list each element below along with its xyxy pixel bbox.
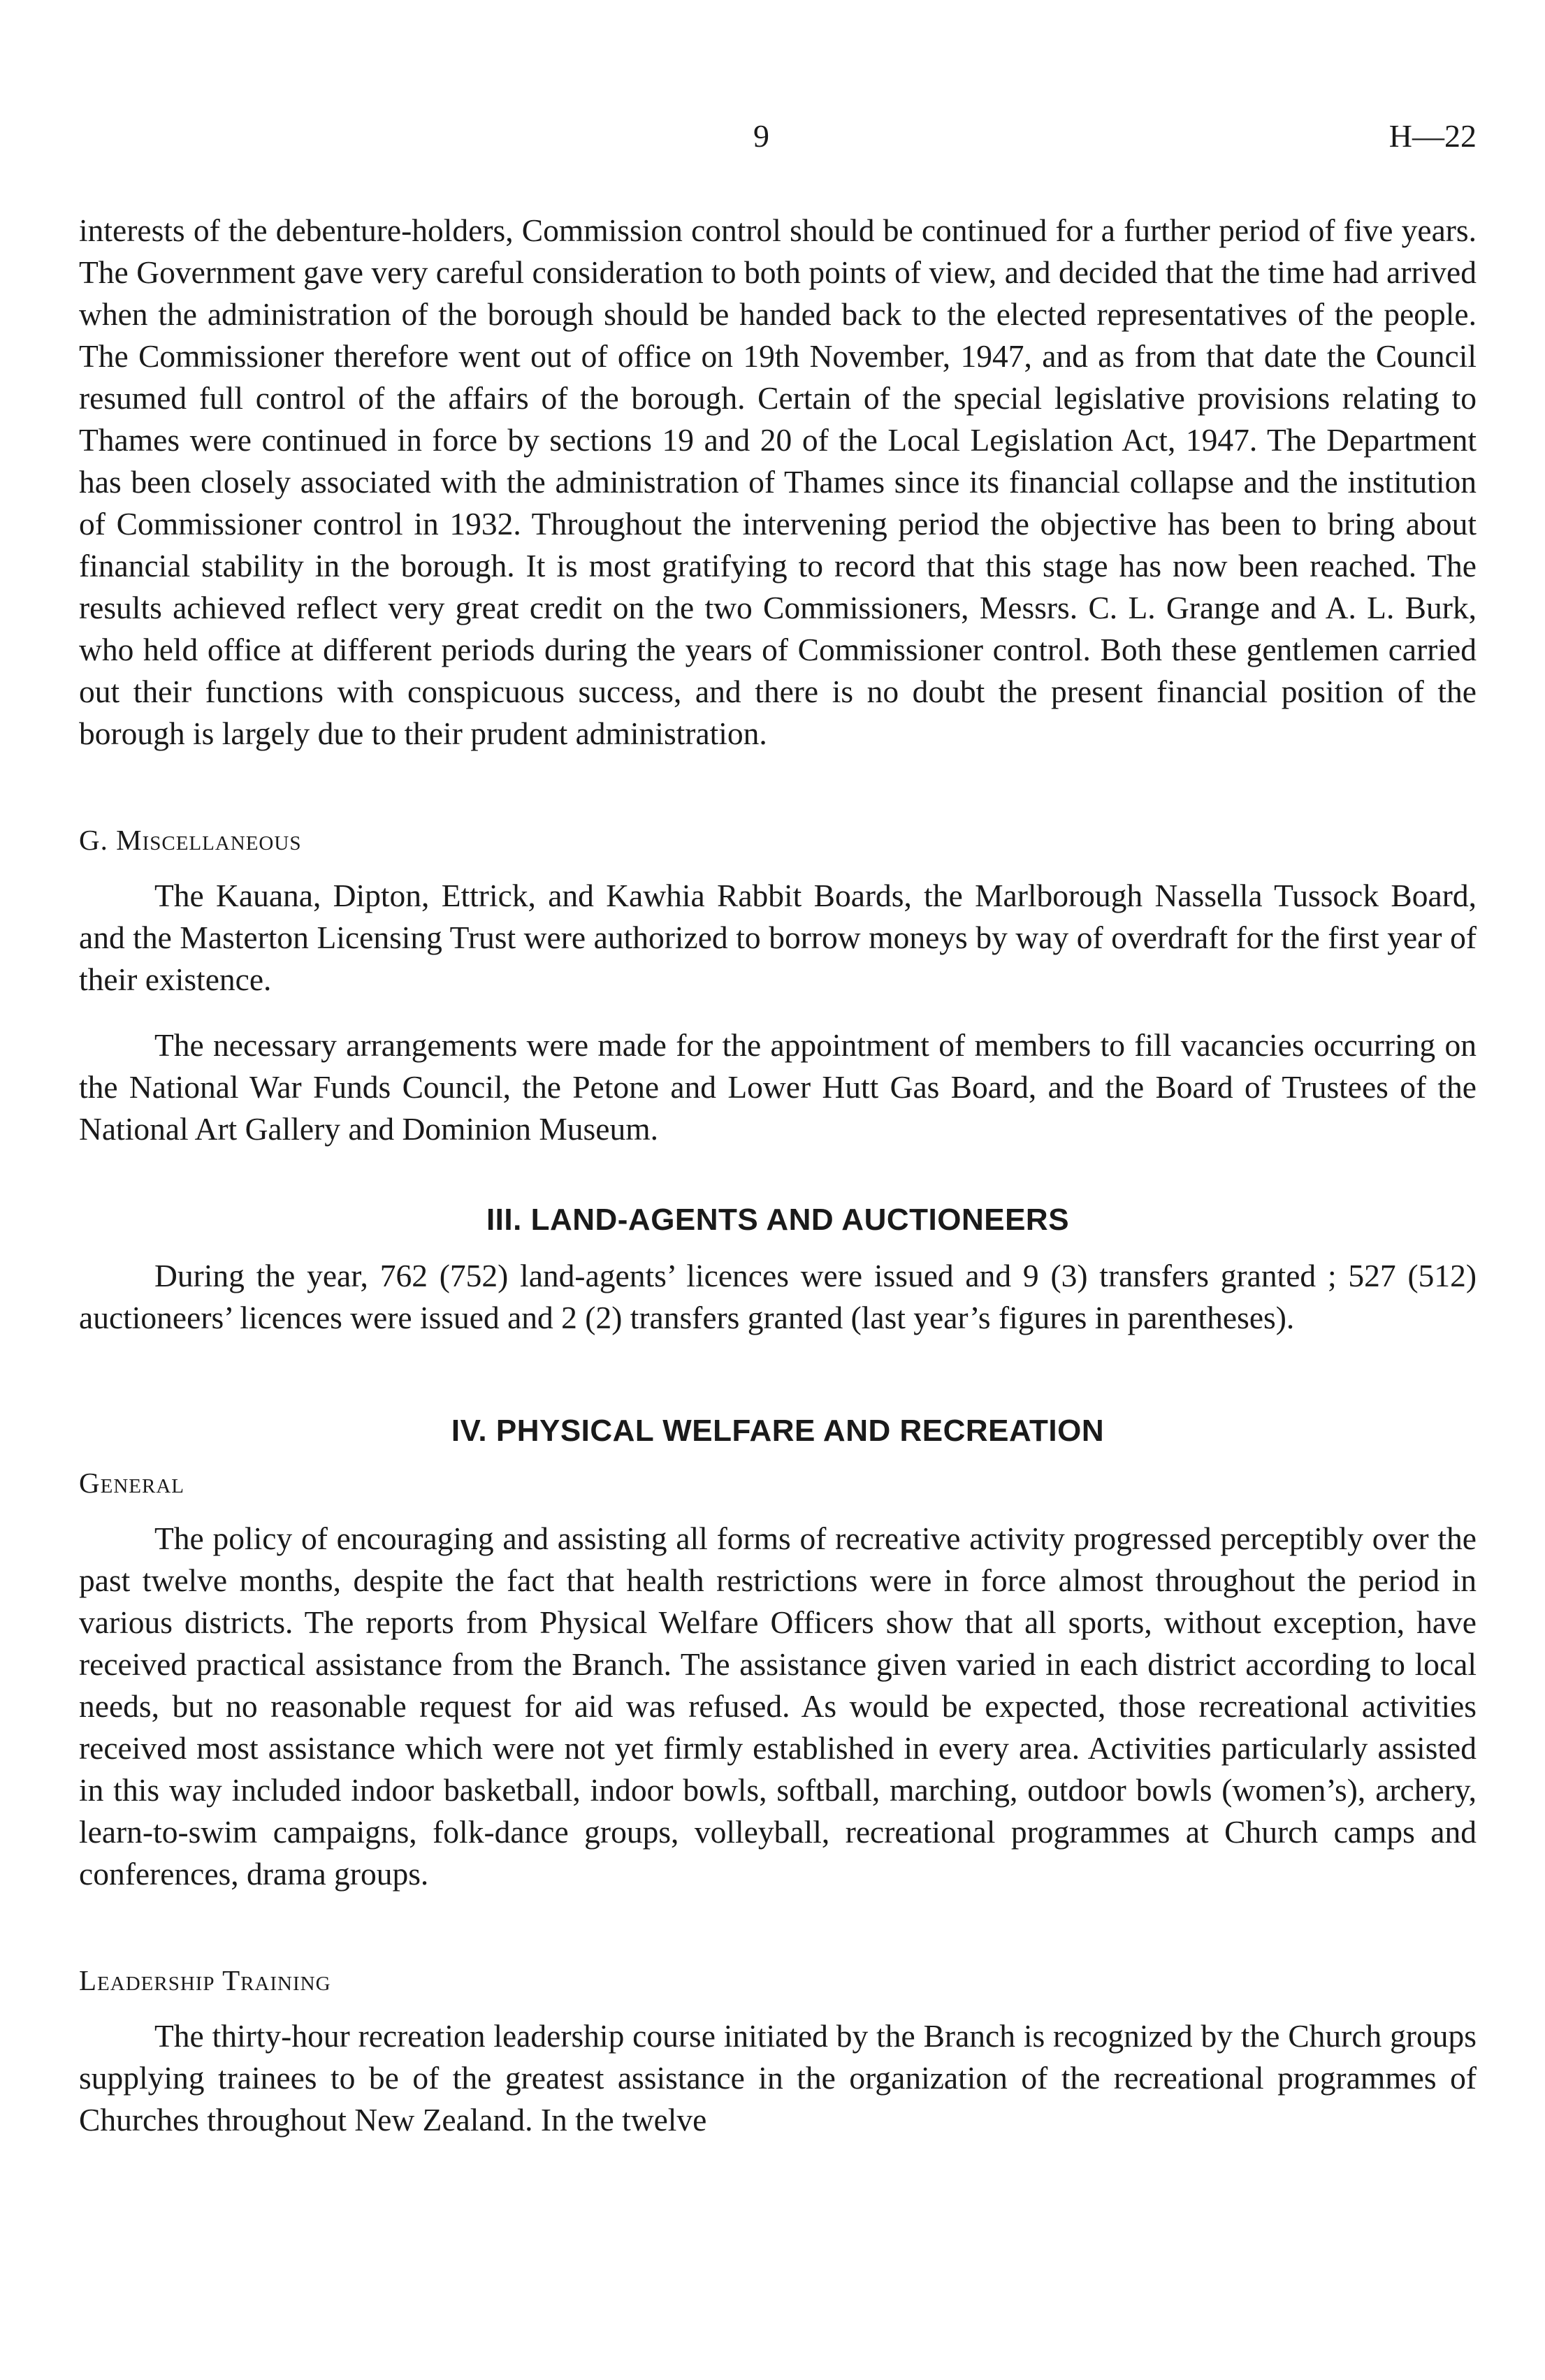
page-number: 9 [753, 118, 769, 154]
leadership-training-heading: Leadership Training [79, 1964, 331, 1996]
general-paragraph: The policy of encouraging and assisting all forms of recreative activity progressed perceptibly over the past twelve months, despite the fact that health restrictions were in force almost throughout the period in various districts. The reports from Physical Welfare Officers show that all sports, without exception, have received practical assistance from the Branch. The assistance given varied in each district according to local needs, but no reasonable request for aid was refused. As would be expected, those recreational activities received most assistance which were not yet firmly established in every area. Activities particularly assisted in this way included indoor basketball, indoor bowls, softball, marching, outdoor bowls (women’s), archery, learn-to-swim campaigns, folk-dance groups, volleyball, recreational programmes at Church camps and conferences, drama groups. [79, 1521, 1477, 1892]
misc-paragraph-1: The Kauana, Dipton, Ettrick, and Kawhia Rabbit Boards, the Marlborough Nassella Tussock Board, and the Masterton Licensing Trust were authorized to borrow moneys by way of overdraft for the first year of their existence. [79, 878, 1477, 997]
running-header [0, 117, 1545, 166]
thames-paragraph: interests of the debenture-holders, Commission control should be continued for a further period of five years. The Government gave very careful consideration to both points of view, and decided that the time had arrived when the administration of the borough should be handed back to the elected representatives of the people. The Commissioner therefore went out of office on 19th November, 1947, and as from that date the Council resumed full control of the affairs of the borough. Certain of the special legislative provisions relating to Thames were continued in force by sections 19 and 20 of the Local Legislation Act, 1947. The Department has been closely associated with the administration of Thames since its financial collapse and the institution of Commissioner control in 1932. Throughout the intervening period the objective has been to bring about financial stability in the borough. It is most gratifying to record that this stage has now been reached. The results achieved reflect very great credit on the two Commissioners, Messrs. C. L. Grange and A. L. Burk, who held office at different periods during the years of Commissioner control. Both these gentlemen carried out their functions with conspicuous success, and there is no doubt the present financial position of the borough is largely due to their prudent administration. [79, 212, 1477, 751]
physical-welfare-section-title: IV. PHYSICAL WELFARE AND RECREATION [451, 1414, 1105, 1448]
document-code: H—22 [1388, 118, 1477, 154]
leadership-paragraph: The thirty-hour recreation leadership course initiated by the Branch is recognized by the Church groups supplying trainees to be of the greatest assistance in the organization of the recreational programmes of Churches throughout New Zealand. In the twelve [79, 2018, 1477, 2138]
general-heading: General [79, 1467, 184, 1499]
land-agents-paragraph: During the year, 762 (752) land-agents’ licences were issued and 9 (3) transfers granted ; 527 (512) auctioneers’ licences were issued and 2 (2) transfers granted (last year’s figures in parentheses). [79, 1258, 1477, 1335]
miscellaneous-heading: G. Miscellaneous [79, 824, 302, 856]
land-agents-section-title: III. LAND-AGENTS AND AUCTIONEERS [486, 1203, 1070, 1237]
misc-paragraph-2: The necessary arrangements were made for the appointment of members to fill vacancies occurring on the National War Funds Council, the Petone and Lower Hutt Gas Board, and the Board of Trustees of the National Art Gallery and Dominion Museum. [79, 1027, 1477, 1147]
body-text [79, 210, 1477, 2141]
